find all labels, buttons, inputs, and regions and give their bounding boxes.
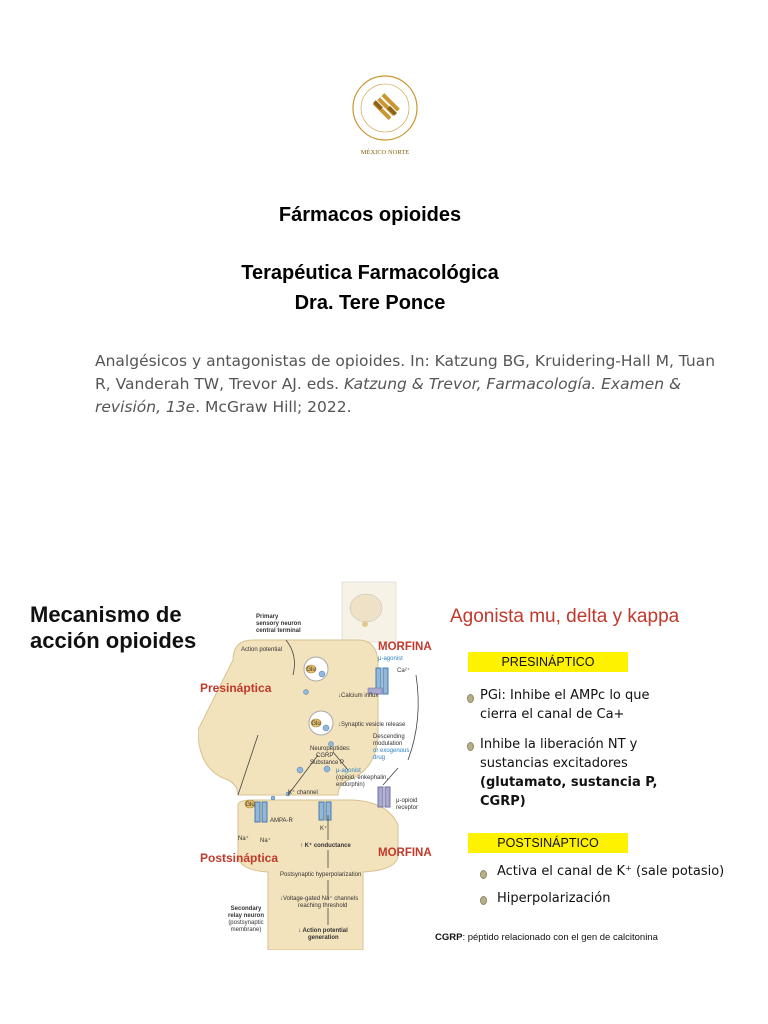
svg-text:AMPA-R: AMPA-R (270, 818, 293, 824)
svg-text:Ca²⁺: Ca²⁺ (397, 668, 410, 674)
svg-text:μ-opioid: μ-opioid (396, 798, 418, 804)
svg-text:K⁺: K⁺ (320, 826, 328, 832)
postsinaptica-label: Postsináptica (200, 851, 279, 865)
mu-opioid-receptor (378, 787, 390, 807)
morfina-bottom-label: MORFINA (378, 847, 432, 859)
svg-text:Na⁺: Na⁺ (238, 836, 249, 842)
svg-text:Secondary: Secondary (230, 906, 262, 912)
svg-text:endorphin): endorphin) (336, 782, 365, 788)
svg-text:μ-agonist: μ-agonist (336, 768, 361, 774)
svg-text:Glu: Glu (306, 667, 316, 673)
postsinaptico-label: POSTSINÁPTICO (468, 833, 628, 853)
synapse-diagram (198, 580, 443, 950)
diagram-label-primary (256, 614, 301, 634)
descending-modulation-label (373, 734, 409, 761)
reference-citation: Analgésicos y antagonistas de opioides. In: Katzung BG, Kruidering-Hall M, Tuan R, Vanderah TW, Trevor AJ. eds. Katzung & Trevor, Farmacología. Examen & revisión, 13e. McGraw Hill; 2022. (95, 352, 716, 416)
slide-heading: Mecanismo de acción opioides (30, 602, 197, 653)
svg-text:Primary: Primary (256, 614, 279, 620)
mu-agonist-label: μ-agonist (378, 656, 403, 662)
svg-text:(opioid, enkephalin,: (opioid, enkephalin, (336, 775, 389, 781)
university-logo (330, 70, 440, 160)
morfina-top-label: MORFINA (378, 641, 432, 653)
post-bullet-2: Hiperpolarización (497, 891, 611, 906)
svg-text:receptor: receptor (396, 805, 419, 811)
vesicle-release-label: ↓Synaptic vesicle release (338, 722, 406, 728)
svg-text:Descending: Descending (373, 734, 405, 740)
svg-text:reaching threshold: reaching threshold (298, 903, 348, 909)
svg-text:modulation: modulation (373, 741, 403, 747)
svg-text:CGRP: CGRP (316, 753, 334, 759)
agonist-heading: Agonista mu, delta y kappa (450, 606, 680, 627)
hyperpolarization-label: Postsynaptic hyperpolarization (280, 872, 362, 878)
svg-text:Neuropeptides:: Neuropeptides: (310, 746, 351, 752)
svg-text:↓Voltage-gated Na⁺ channels: ↓Voltage-gated Na⁺ channels (280, 896, 359, 902)
bullet-dot-icon (480, 870, 487, 879)
logo-campus-text: MÉXICO NORTE (360, 149, 410, 156)
presinaptico-label: PRESINÁPTICO (468, 652, 628, 672)
bullet-dot-icon (467, 694, 474, 703)
svg-text:central terminal: central terminal (256, 628, 301, 634)
title-professor: Dra. Tere Ponce (294, 292, 446, 314)
svg-text:(postsynaptic: (postsynaptic (228, 920, 264, 926)
k-channel-label: K⁺ channel (288, 790, 318, 796)
presinaptica-label: Presináptica (200, 681, 272, 695)
svg-text:or exogenous: or exogenous (373, 748, 410, 754)
pre-bullet-2: Inhibe la liberación NT y sustancias excitadores (glutamato, sustancia P, CGRP) (480, 737, 658, 809)
bullet-dot-icon (480, 896, 487, 905)
vesicle-glu (309, 711, 333, 735)
svg-text:membrane): membrane) (230, 927, 262, 933)
k-conductance-label: ↑ K⁺ conductance (300, 843, 351, 849)
diagram-action-potential: Action potential (241, 647, 283, 653)
svg-text:relay neuron: relay neuron (227, 913, 265, 919)
mu-receptor-label (396, 798, 418, 811)
svg-text:generation: generation (308, 935, 339, 941)
title-course: Terapéutica Farmacológica (241, 262, 499, 284)
svg-text:↓ Action potential: ↓ Action potential (298, 928, 348, 934)
post-bullet-1: Activa el canal de K⁺ (sale potasio) (497, 864, 725, 879)
svg-text:Glu: Glu (245, 802, 255, 808)
vesicle-glu (304, 657, 328, 681)
secondary-neuron-label (228, 906, 264, 933)
spinal-cord-thumbnail (342, 582, 396, 642)
svg-text:Substance P: Substance P (310, 760, 345, 766)
cgrp-footnote: CGRP: péptido relacionado con el gen de calcitonina (435, 932, 658, 943)
svg-text:drug: drug (373, 755, 386, 761)
calcium-influx-label: ↓Calcium influx (338, 693, 379, 699)
svg-text:sensory neuron: sensory neuron (256, 621, 302, 627)
svg-text:Glu: Glu (311, 721, 321, 727)
svg-text:Na⁺: Na⁺ (260, 838, 271, 844)
pre-bullet-1: PGi: Inhibe el AMPc lo que cierra el canal de Ca+ (480, 688, 650, 722)
title-drug-class: Fármacos opioides (278, 204, 462, 226)
bullet-dot-icon (467, 742, 474, 751)
